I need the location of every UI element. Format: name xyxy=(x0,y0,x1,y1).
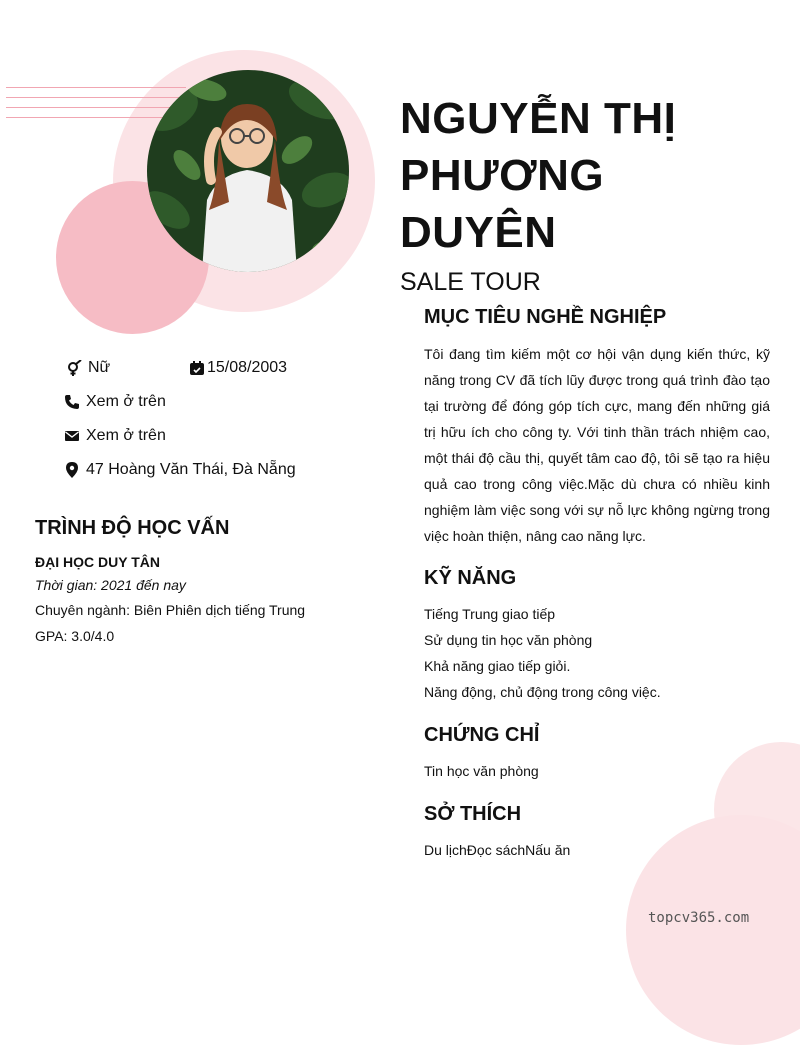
certificate-item: Tin học văn phòng xyxy=(424,763,539,779)
email-value: Xem ở trên xyxy=(86,427,166,444)
phone-icon xyxy=(64,394,80,410)
name-line-2: PHƯƠNG xyxy=(400,151,605,200)
education-time: Thời gian: 2021 đến nay xyxy=(35,577,186,593)
gender-icon xyxy=(66,360,82,376)
education-gpa: GPA: 3.0/4.0 xyxy=(35,628,115,644)
profile-photo xyxy=(147,70,349,272)
certificates-heading: CHỨNG CHỈ xyxy=(424,724,540,746)
gender-info xyxy=(66,359,110,377)
job-title: SALE TOUR xyxy=(400,268,541,296)
address-info xyxy=(64,461,296,479)
email-info xyxy=(64,427,166,445)
candidate-name xyxy=(400,90,676,261)
hobbies-heading: SỞ THÍCH xyxy=(424,803,522,825)
objective-text: Tôi đang tìm kiếm một cơ hội vận dụng kiến thức, kỹ năng trong CV đã tích lũy được trong quá trình đào tạo tại trường để đóng góp tích cực, mang đến những giá trị hữu ích cho công ty. Với tinh thần trách nhiệm cao, một thái độ cầu thị, quyết tâm cao độ, tôi sẽ tạo ra hiệu quả cao trong công việc.Mặc dù chưa có nhiều kinh nghiệm làm việc song với sự nỗ lực không ngừng trong việc hoàn thiện, nâng cao năng lực. xyxy=(424,346,770,544)
email-icon xyxy=(64,428,80,444)
location-icon xyxy=(64,462,80,478)
education-school: ĐẠI HỌC DUY TÂN xyxy=(35,554,160,570)
address-value: 47 Hoàng Văn Thái, Đà Nẵng xyxy=(86,461,296,478)
decor-corner-circle-bottom xyxy=(626,815,800,1045)
objective-heading: MỤC TIÊU NGHỀ NGHIỆP xyxy=(424,306,667,328)
name-line-3: DUYÊN xyxy=(400,208,557,257)
education-heading: TRÌNH ĐỘ HỌC VẤN xyxy=(35,517,230,539)
skill-item: Sử dụng tin học văn phòng xyxy=(424,632,593,648)
calendar-icon xyxy=(189,360,205,376)
phone-value: Xem ở trên xyxy=(86,393,166,410)
skills-heading: KỸ NĂNG xyxy=(424,567,517,589)
phone-info xyxy=(64,393,166,411)
watermark: topcv365.com xyxy=(648,910,750,926)
skill-item: Năng động, chủ động trong công việc. xyxy=(424,684,661,700)
education-major: Chuyên ngành: Biên Phiên dịch tiếng Trung xyxy=(35,602,306,618)
skill-item: Tiếng Trung giao tiếp xyxy=(424,606,556,622)
name-line-1: NGUYỄN THỊ xyxy=(400,94,677,143)
skill-item: Khả năng giao tiếp giỏi. xyxy=(424,658,571,674)
gender-value: Nữ xyxy=(88,359,111,376)
birthdate-value: 15/08/2003 xyxy=(207,359,288,376)
birthdate-info xyxy=(189,359,287,377)
hobbies-text: Du lịchĐọc sáchNấu ăn xyxy=(424,842,571,858)
